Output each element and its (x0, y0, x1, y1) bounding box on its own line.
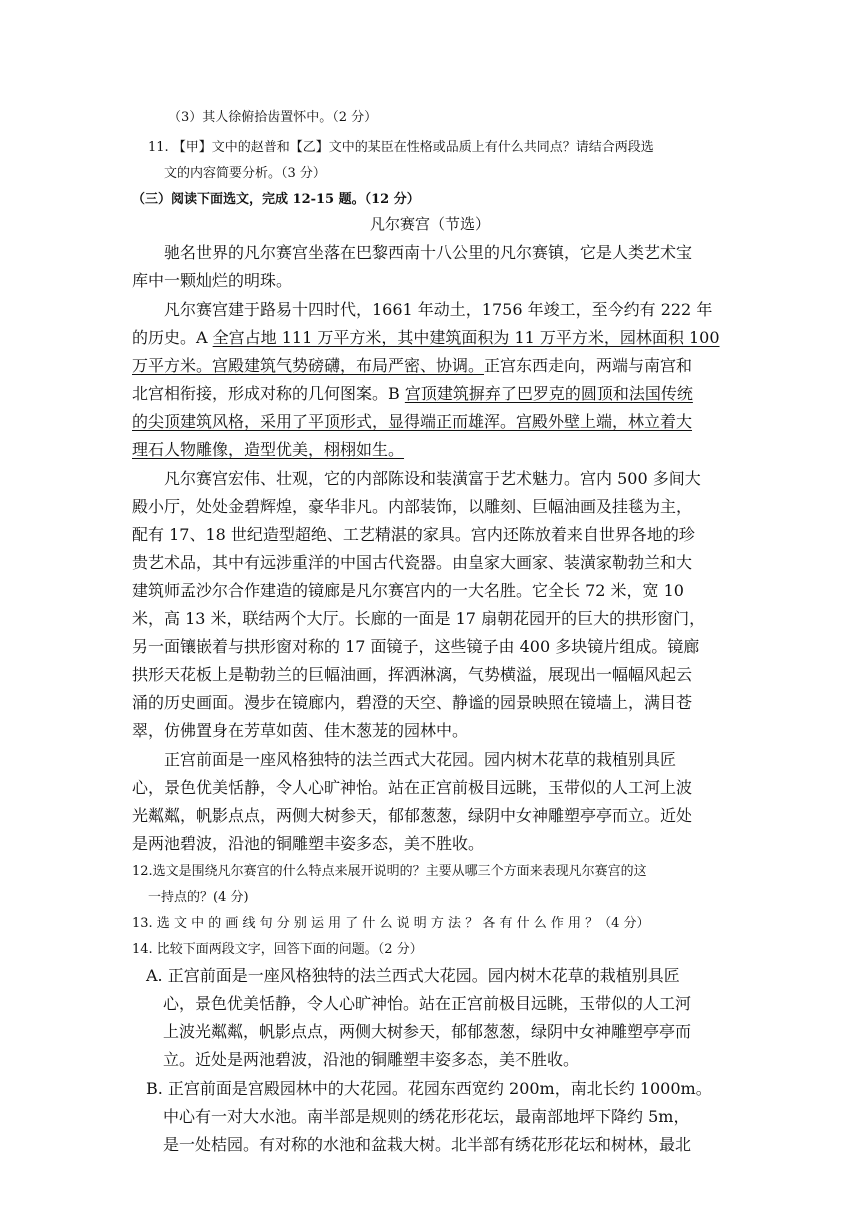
question-13: 13. 选 文 中 的 画 线 句 分 别 运 用 了 什 么 说 明 方 法 ？ 各 有 什 么 作 用 ？（4 分） (132, 916, 650, 931)
marker-a: 的历史。A (132, 328, 213, 347)
article-p3-line5: 建筑师孟沙尔合作建造的镜廊是凡尔赛宫内的一大名胜。它全长 72 米，宽 10 (132, 581, 684, 600)
question-12-line2: 一持点的？(4 分) (148, 890, 249, 905)
article-p3-line10: 翠，仿佛置身在芳草如茵、佳木葱茏的园林中。 (132, 721, 469, 740)
article-p2-line3 (132, 353, 692, 376)
option-b-line1: B. 正宫前面是宫殿园林中的大花园。花园东西宽约 200m，南北长约 1000m。 (146, 1079, 712, 1098)
option-a-line1: A. 正宫前面是一座风格独特的法兰西式大花园。园内树木花草的栽植别具匠 (146, 966, 680, 985)
article-p3-line8: 拱形天花板上是勒勃兰的巨幅油画，挥洒淋漓，气势横溢，展现出一幅幅风起云 (132, 665, 693, 684)
article-p1-line2: 库中一颗灿烂的明珠。 (132, 271, 293, 290)
section-3-heading: （三）阅读下面选文，完成 12-15 题。（12 分） (132, 192, 420, 207)
article-p3-line2: 殿小厅，处处金碧辉煌，豪华非凡。内部装饰，以雕刻、巨幅油画及挂毯为主， (132, 497, 693, 516)
article-p4-line3: 光粼粼，帆影点点，两侧大树参天，郁郁葱葱，绿阴中女神雕塑亭亭而立。近处 (132, 806, 693, 825)
article-p3-line9: 涌的历史画面。漫步在镜廊内，碧澄的天空、静谧的园景映照在镜墙上，满目苍 (132, 693, 693, 712)
article-p3-line6: 米，高 13 米，联结两个大厅。长廊的一面是 17 扇朝花园开的巨大的拱形窗门， (132, 609, 706, 628)
question-14: 14. 比较下面两段文字，回答下面的问题。（2 分） (132, 942, 423, 957)
underlined-sentence-b-part1: 宫顶建筑摒弃了巴罗克的圆顶和法国传统 (404, 384, 693, 403)
article-p3-line3: 配有 17、18 世纪造型超绝、工艺精湛的家具。宫内还陈放着来自世界各地的珍 (132, 525, 695, 544)
article-p3-line1: 凡尔赛宫宏伟、壮观，它的内部陈设和装潢富于艺术魅力。宫内 500 多间大 (164, 469, 701, 488)
article-p2-line4 (132, 381, 693, 404)
article-p2-line6 (132, 437, 404, 460)
option-a-line3: 上波光粼粼，帆影点点，两侧大树参天，郁郁葱葱，绿阴中女神雕塑亭亭而 (163, 1022, 692, 1041)
article-title: 凡尔赛宫（节选） (369, 215, 490, 233)
article-p3-line7: 另一面镶嵌着与拱形窗对称的 17 面镜子，这些镜子由 400 多块镜片组成。镜廊 (132, 637, 700, 656)
article-p4-line4: 是两池碧波，沿池的铜雕塑丰姿多态，美不胜收。 (132, 834, 485, 853)
article-p2-line4-text: 北宫相衔接，形成对称的几何图案。B (132, 384, 405, 403)
option-b-line2: 中心有一对大水池。南半部是规则的绣花形花坛，最南部地坪下降约 5m， (163, 1107, 690, 1126)
article-p2-line3-rest: 正宫东西走向，两端与南宫和 (484, 356, 693, 375)
article-p3-line4: 贵艺术品，其中有远涉重洋的中国古代瓷器。由皇家大画家、装潢家勒勃兰和大 (132, 553, 693, 572)
underlined-sentence-a-part1: 全宫占地 111 万平方米，其中建筑面积为 11 万平方米，园林面积 100 (212, 328, 720, 347)
question-11-line1: 11. 【甲】文中的赵普和【乙】文中的某臣在性格或品质上有什么共同点？请结合两段选 (148, 140, 654, 155)
article-p1-line1: 驰名世界的凡尔赛宫坐落在巴黎西南十八公里的凡尔赛镇，它是人类艺术宝 (164, 243, 693, 262)
article-p2-line2 (132, 325, 720, 348)
underlined-sentence-b-part2: 的尖顶建筑风格，采用了平顶形式，显得端正而雄浑。宫殿外壁上端，林立着大 (132, 412, 693, 431)
article-p2-line1: 凡尔赛宫建于路易十四时代，1661 年动土，1756 年竣工，至今约有 222 年 (164, 300, 713, 319)
question-12-line1: 12.选文是围绕凡尔赛宫的什么特点来展开说明的？主要从哪三个方面来表现凡尔赛宫的这 (132, 864, 647, 879)
option-a-line4: 立。近处是两池碧波，沿池的铜雕塑丰姿多态，美不胜收。 (163, 1050, 580, 1069)
article-p4-line1: 正宫前面是一座风格独特的法兰西式大花园。园内树木花草的栽植别具匠 (164, 750, 677, 769)
option-b-line3: 是一处桔园。有对称的水池和盆栽大树。北半部有绣花形花坛和树林，最北 (163, 1135, 692, 1154)
article-p4-line2: 心，景色优美恬静，令人心旷神怡。站在正宫前极目远眺，玉带似的人工河上波 (132, 778, 693, 797)
question-10-sub3: （3）其人徐俯拾齿置怀中。（2 分） (168, 110, 378, 125)
option-a-line2: 心，景色优美恬静，令人心旷神怡。站在正宫前极目远眺，玉带似的人工河 (163, 994, 692, 1013)
question-11-line2: 文的内容简要分析。（3 分） (164, 166, 326, 181)
article-p2-line5 (132, 409, 692, 432)
underlined-sentence-a-part2: 万平方米。宫殿建筑气势磅礴，布局严密、协调。 (132, 356, 485, 375)
underlined-sentence-b-part3: 理石人物雕像，造型优美，栩栩如生。 (132, 440, 405, 459)
